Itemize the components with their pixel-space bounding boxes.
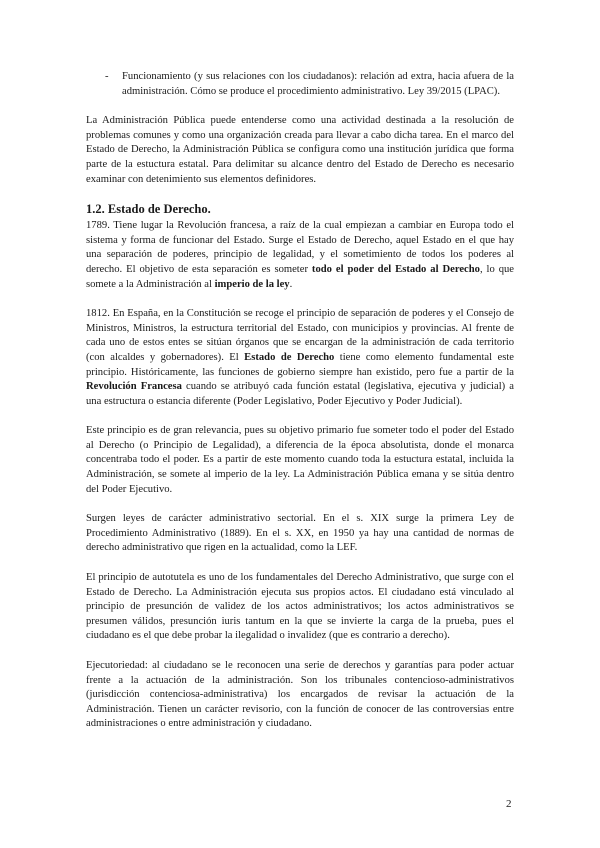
bold-phrase: Estado de Derecho xyxy=(244,351,335,363)
paragraph-ejecutoriedad: Ejecutoriedad: al ciudadano se le reconocen una serie de derechos y garantías para poder actuar frente a la actuación de la administración. Son los tribunales contencioso-administrativos (jurisdicción contenciosa-administrativa) los encargados de revisar la actuación de la Administración. Tienen un carácter revisorio, con la función de conocer de las controversias entre administraciones o entre administración y ciudadano. xyxy=(86,660,514,730)
paragraph-principle: Este principio es de gran relevancia, pues su objetivo primario fue someter todo el poder del Estado al Derecho (o Principio de Legalidad), a diferencia de la época absolutista, donde el monarca concentraba todo el poder. Es a partir de este momento cuando toda la estuctura estatal, incluida la Administración, se somete al imperio de la ley. La Administración Pública emana y se sitúa dentro del Poder Ejecutivo. xyxy=(86,425,514,495)
bullet-text: Funcionamiento (y sus relaciones con los ciudadanos): relación ad extra, hacia afuera de la administración. Cómo se produce el procedimiento administrativo. Ley 39/2015 (LPAC). xyxy=(122,71,514,97)
paragraph-autotutela: El principio de autotutela es uno de los fundamentales del Derecho Administrativo, que surge con el Estado de Derecho. La Administración ejecuta sus propios actos. El ciudadano está vinculado al principio de presunción de validez de los actos administrativos; los actos administrativos se presumen válidos, presunción iuris tantum en la que se invierte la carga de la prueba, pues el ciudadano es el que debe probar la ilegalidad o invalidez (que es contrario a derecho). xyxy=(86,572,514,642)
bold-phrase: imperio de la ley xyxy=(214,278,290,290)
document-page xyxy=(86,70,514,747)
intro-paragraph: La Administración Pública puede entenderse como una actividad destinada a la resolución de problemas comunes y como una organización creada para llevar a cabo dicha tarea. En el marco del Estado de Derecho, la Administración Pública se configura como una institución jurídica que forma parte de la estuctura estatal. Para delimitar su alcance dentro del Estado de Derecho es necesario examinar con detenimiento sus elementos definidores. xyxy=(86,115,514,185)
bullet-dash: - xyxy=(105,71,109,82)
paragraph-laws: Surgen leyes de carácter administrativo sectorial. En el s. XIX surge la primera Ley de Procedimiento Administrativo (1889). En el s. XX, en 1950 ya hay una cantidad de normas de derecho administrativo que rigen en la actualidad, como la LEF. xyxy=(86,513,514,554)
paragraph-1812: 1812. En España, en la Constitución se recoge el principio de separación de poderes y el Consejo de Ministros, Ministros, la estructura territorial del Estado, con municipios y provincias. Al frente de cada uno de estos entes se sitúan órganos que se encargan de la administración de cada territorio (con alcaldes y gobernadores). El Estado de Derecho tiene como elemento fundamental este principio. Históricamente, las funciones de gobierno siempre han existido, pero fue a partir de la Revolución Francesa cuando se atribuyó cada función estatal (legislativa, ejecutiva y judicial) a una estructura o estancia diferente (Poder Legislativo, Poder Ejecutivo y Poder Judicial). xyxy=(86,308,514,407)
bold-phrase: Revolución Francesa xyxy=(86,381,182,393)
paragraph-1789: 1789. Tiene lugar la Revolución francesa, a raíz de la cual empiezan a cambiar en Europa todo el sistema y forma de funcionar del Estado. Surge el Estado de Derecho, aquel Estado en el que hay una separación de poderes, principio de legalidad, y el sometimiento de todos los poderes al derecho. El objetivo de esta separación es someter todo el poder del Estado al Derecho, lo que somete a la Administración al imperio de la ley. xyxy=(86,220,514,290)
bold-phrase: todo el poder del Estado al Derecho xyxy=(311,263,480,275)
list-item xyxy=(86,70,514,99)
section-heading: 1.2. Estado de Derecho. xyxy=(86,202,211,217)
page-number: 2 xyxy=(506,798,512,810)
